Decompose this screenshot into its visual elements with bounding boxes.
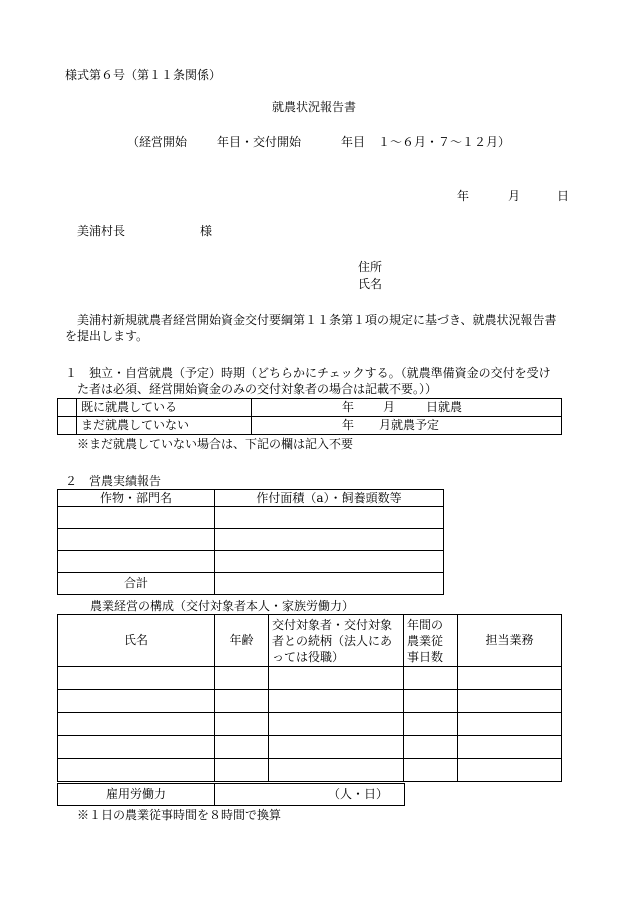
date-year: 年 xyxy=(457,189,470,203)
member-relation-cell[interactable] xyxy=(269,713,404,736)
member-age-cell[interactable] xyxy=(215,736,269,759)
period-year2: 年目 xyxy=(341,135,366,149)
status-year-planned: 年 xyxy=(342,418,355,432)
member-age-cell[interactable] xyxy=(215,759,269,782)
employed-labor-label: 雇用労働力 xyxy=(58,784,215,806)
section1-heading-line2: た者は必須、経営開始資金のみの交付対象者の場合は記載不要。）） xyxy=(77,382,438,396)
status-suffix-farming: 日就農 xyxy=(426,400,463,414)
crop-row xyxy=(58,507,444,529)
status-label-planned: まだ就農していない xyxy=(77,417,252,435)
status-date-planned[interactable] xyxy=(252,417,562,435)
crop-header-row xyxy=(58,490,444,507)
section2-note: ※１日の農業従事時間を８時間で換算 xyxy=(77,808,282,822)
member-relation-cell[interactable] xyxy=(269,759,404,782)
body-text-line1: 美浦村新規就農者経営開始資金交付要綱第１１条第１項の規定に基づき、就農状況報告書 xyxy=(77,313,557,327)
address-label: 住所 xyxy=(358,260,383,274)
member-days-cell[interactable] xyxy=(404,713,458,736)
crop-area-cell[interactable] xyxy=(215,529,444,551)
checkbox-farming[interactable] xyxy=(58,399,77,417)
status-date-farming[interactable] xyxy=(252,399,562,417)
composition-table xyxy=(57,614,562,782)
member-relation-cell[interactable] xyxy=(269,736,404,759)
form-number: 様式第６号（第１１条関係） xyxy=(65,68,222,82)
crop-area-cell[interactable] xyxy=(215,551,444,573)
composition-header-row xyxy=(58,615,562,667)
composition-header-age: 年齢 xyxy=(215,615,269,667)
member-name-cell[interactable] xyxy=(58,736,215,759)
checkbox-planned[interactable] xyxy=(58,417,77,435)
composition-header-days: 年間の農業従事日数 xyxy=(404,615,458,667)
crop-name-cell[interactable] xyxy=(58,507,215,529)
period-open: （経営開始 xyxy=(127,135,188,149)
addressee-name: 美浦村長 xyxy=(77,224,126,238)
member-duty-cell[interactable] xyxy=(458,667,562,690)
member-duty-cell[interactable] xyxy=(458,736,562,759)
crop-name-cell[interactable] xyxy=(58,551,215,573)
member-name-cell[interactable] xyxy=(58,690,215,713)
composition-heading: 農業経営の構成（交付対象者本人・家族労働力） xyxy=(90,599,355,613)
crop-header-area: 作付面積（a）・飼養頭数等 xyxy=(215,490,444,507)
status-year-farming: 年 xyxy=(342,400,355,414)
member-duty-cell[interactable] xyxy=(458,713,562,736)
member-days-cell[interactable] xyxy=(404,759,458,782)
status-row-farming xyxy=(58,399,562,417)
crop-row xyxy=(58,551,444,573)
employed-labor-unit: （人・日） xyxy=(327,787,388,801)
section1-heading-line1: １ 独立・自営就農（予定）時期（どちらかにチェックする。（就農準備資金の交付を受け xyxy=(65,366,551,380)
crop-table xyxy=(57,489,444,595)
composition-row xyxy=(58,736,562,759)
status-row-planned xyxy=(58,417,562,435)
crop-total-cell[interactable] xyxy=(215,573,444,595)
member-age-cell[interactable] xyxy=(215,690,269,713)
member-duty-cell[interactable] xyxy=(458,690,562,713)
date-month: 月 xyxy=(508,189,521,203)
composition-row xyxy=(58,667,562,690)
crop-total-label: 合計 xyxy=(58,573,215,595)
member-days-cell[interactable] xyxy=(404,736,458,759)
farming-status-table xyxy=(57,398,562,435)
document-title: 就農状況報告書 xyxy=(272,100,357,114)
composition-row xyxy=(58,690,562,713)
member-name-cell[interactable] xyxy=(58,667,215,690)
crop-header-name: 作物・部門名 xyxy=(58,490,215,507)
period-year1: 年目・交付開始 xyxy=(217,135,302,149)
member-age-cell[interactable] xyxy=(215,713,269,736)
employed-labor-row xyxy=(58,784,405,806)
status-suffix-planned: 月就農予定 xyxy=(379,418,440,432)
member-age-cell[interactable] xyxy=(215,667,269,690)
addressee-honorific: 様 xyxy=(200,224,213,238)
status-month-farming: 月 xyxy=(383,400,396,414)
composition-header-duty: 担当業務 xyxy=(458,615,562,667)
body-text-line2: を提出します。 xyxy=(65,329,149,343)
composition-row xyxy=(58,759,562,782)
member-relation-cell[interactable] xyxy=(269,667,404,690)
name-label: 氏名 xyxy=(358,277,383,291)
member-name-cell[interactable] xyxy=(58,759,215,782)
section1-note: ※まだ就農していない場合は、下記の欄は記入不要 xyxy=(77,437,354,451)
status-label-farming: 既に就農している xyxy=(77,399,252,417)
composition-header-relation: 交付対象者・交付対象者との続柄（法人にあっては役職） xyxy=(269,615,404,667)
composition-header-name: 氏名 xyxy=(58,615,215,667)
member-name-cell[interactable] xyxy=(58,713,215,736)
member-days-cell[interactable] xyxy=(404,690,458,713)
crop-total-row xyxy=(58,573,444,595)
crop-name-cell[interactable] xyxy=(58,529,215,551)
employed-labor-cell[interactable] xyxy=(215,784,405,806)
member-days-cell[interactable] xyxy=(404,667,458,690)
member-relation-cell[interactable] xyxy=(269,690,404,713)
member-duty-cell[interactable] xyxy=(458,759,562,782)
period-months: １～６月・７～１２月） xyxy=(378,135,511,149)
crop-area-cell[interactable] xyxy=(215,507,444,529)
crop-row xyxy=(58,529,444,551)
employed-labor-table xyxy=(57,783,405,806)
date-day: 日 xyxy=(557,189,570,203)
composition-row xyxy=(58,713,562,736)
section2-heading: ２ 営農実績報告 xyxy=(65,474,162,488)
